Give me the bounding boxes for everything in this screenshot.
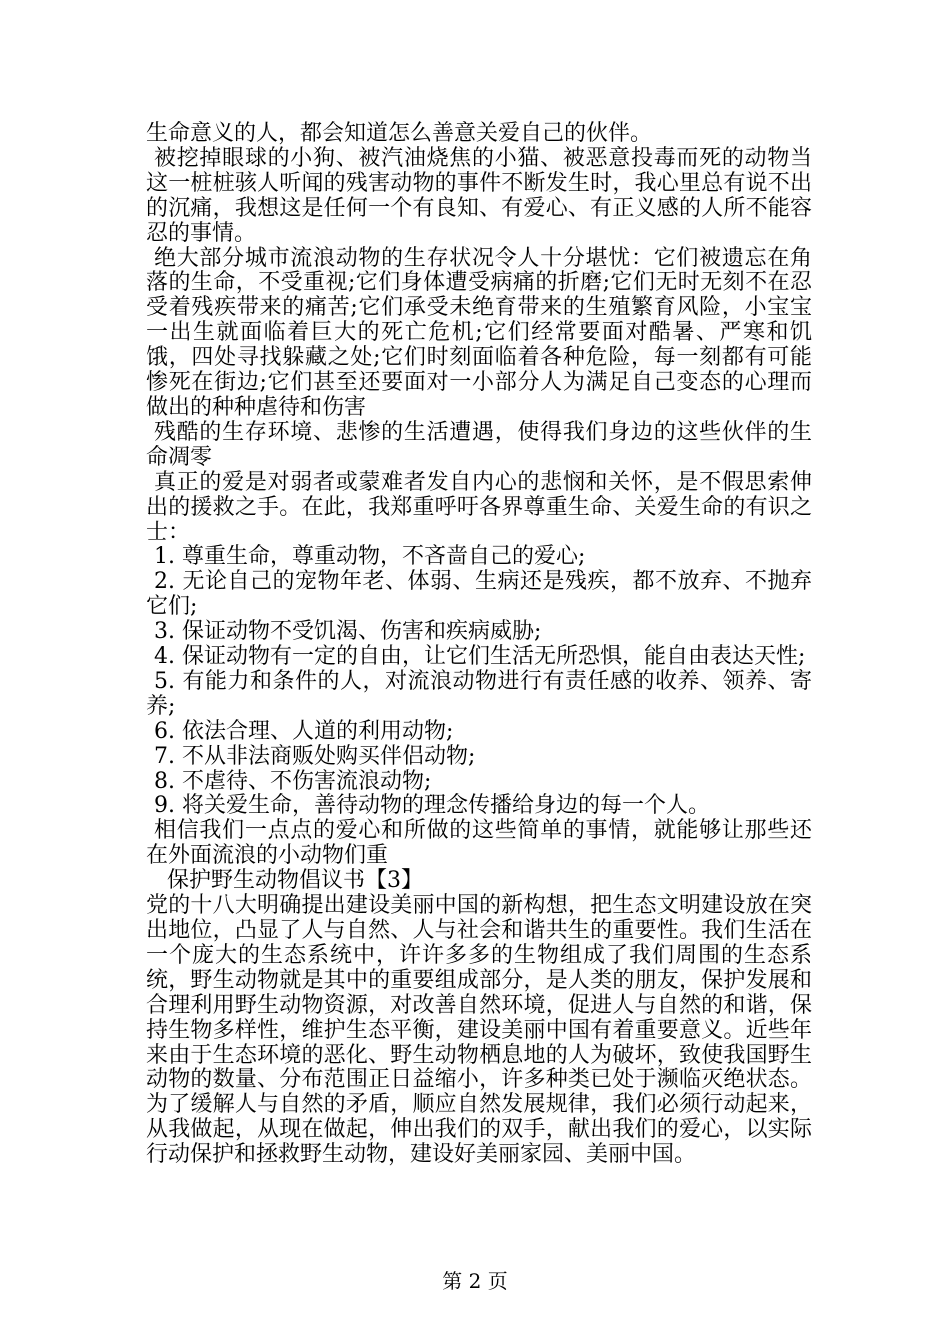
document-body <box>146 122 812 1168</box>
paragraph-true-love-appeal: 真正的爱是对弱者或蒙难者发自内心的悲悯和关怀，是不假思索伸出的援救之手。在此，我郑重呼吁各界尊重生命、关爱生命的有识之士： <box>146 469 812 545</box>
list-item-4: 4. 保证动物有一定的自由，让它们生活无所恐惧，能自由表达天性; <box>154 644 806 670</box>
paragraph-stray-animal-conditions: 绝大部分城市流浪动物的生存状况令人十分堪忧：它们被遗忘在角落的生命，不受重视;它们身体遭受病痛的折磨;它们无时无刻不在忍受着残疾带来的痛苦;它们承受未绝育带来的生殖繁育风险，小宝宝一出生就面临着巨大的死亡危机;它们经常要面对酷暑、严寒和饥饿，四处寻找躲藏之处;它们时刻面临着各种危险，每一刻都有可能惨死在街边;它们甚至还要面对一小部分人为满足自己变态的心理而做出的种种虐待和伤害 <box>146 245 812 420</box>
page-number: 第 2 页 <box>442 1269 508 1293</box>
list-item-8: 8. 不虐待、不伤害流浪动物; <box>154 768 432 794</box>
list-item-1: 1. 尊重生命，尊重动物，不吝啬自己的爱心; <box>154 544 586 570</box>
paragraph-continuation: 生命意义的人，都会知道怎么善意关爱自己的伙伴。 <box>146 121 653 146</box>
list-item-6: 6. 依法合理、人道的利用动物; <box>154 718 454 744</box>
paragraph-wildlife-protection: 党的十八大明确提出建设美丽中国的新构想，把生态文明建设放在突出地位，凸显了人与自然、人与社会和谐共生的重要性。我们生活在一个庞大的生态系统中，许许多多的生物组成了我们周围的生态系统，野生动物就是其中的重要组成部分，是人类的朋友，保护发展和合理利用野生动物资源，对改善自然环境，促进人与自然的和谐，保持生物多样性，维护生态平衡，建设美丽中国有着重要意义。近些年来由于生态环境的恶化、野生动物栖息地的人为破坏，致使我国野生动物的数量、分布范围正日益缩小，许多种类已处于濒临灭绝状态。为了缓解人与自然的矛盾，顺应自然发展规律，我们必须行动起来，从我做起，从现在做起，伸出我们的双手，献出我们的爱心，以实际行动保护和拯救野生动物，建设好美丽家园、美丽中国。 <box>146 893 812 1168</box>
list-item-7: 7. 不从非法商贩处购买伴侣动物; <box>154 743 476 769</box>
paragraph-harsh-environment: 残酷的生存环境、悲惨的生活遭遇，使得我们身边的这些伙伴的生命凋零 <box>146 419 812 470</box>
list-item-2: 2. 无论自己的宠物年老、体弱、生病还是残疾，都不放弃、不抛弃它们; <box>146 569 812 620</box>
paragraph-animal-cruelty: 被挖掉眼球的小狗、被汽油烧焦的小猫、被恶意投毒而死的动物当这一桩桩骇人听闻的残害动物的事件不断发生时，我心里总有说不出的沉痛，我想这是任何一个有良知、有爱心、有正义感的人所不能容忍的事情。 <box>146 145 812 246</box>
section-heading: 保护野生动物倡议书【3】 <box>167 868 423 894</box>
list-item-3: 3. 保证动物不受饥渴、伤害和疾病威胁; <box>154 619 542 645</box>
list-item-9: 9. 将关爱生命，善待动物的理念传播给身边的每一个人。 <box>154 793 710 819</box>
paragraph-closing: 相信我们一点点的爱心和所做的这些简单的事情，就能够让那些还在外面流浪的小动物们重 <box>146 818 812 869</box>
list-item-5: 5. 有能力和条件的人，对流浪动物进行有责任感的收养、领养、寄养; <box>146 668 812 719</box>
